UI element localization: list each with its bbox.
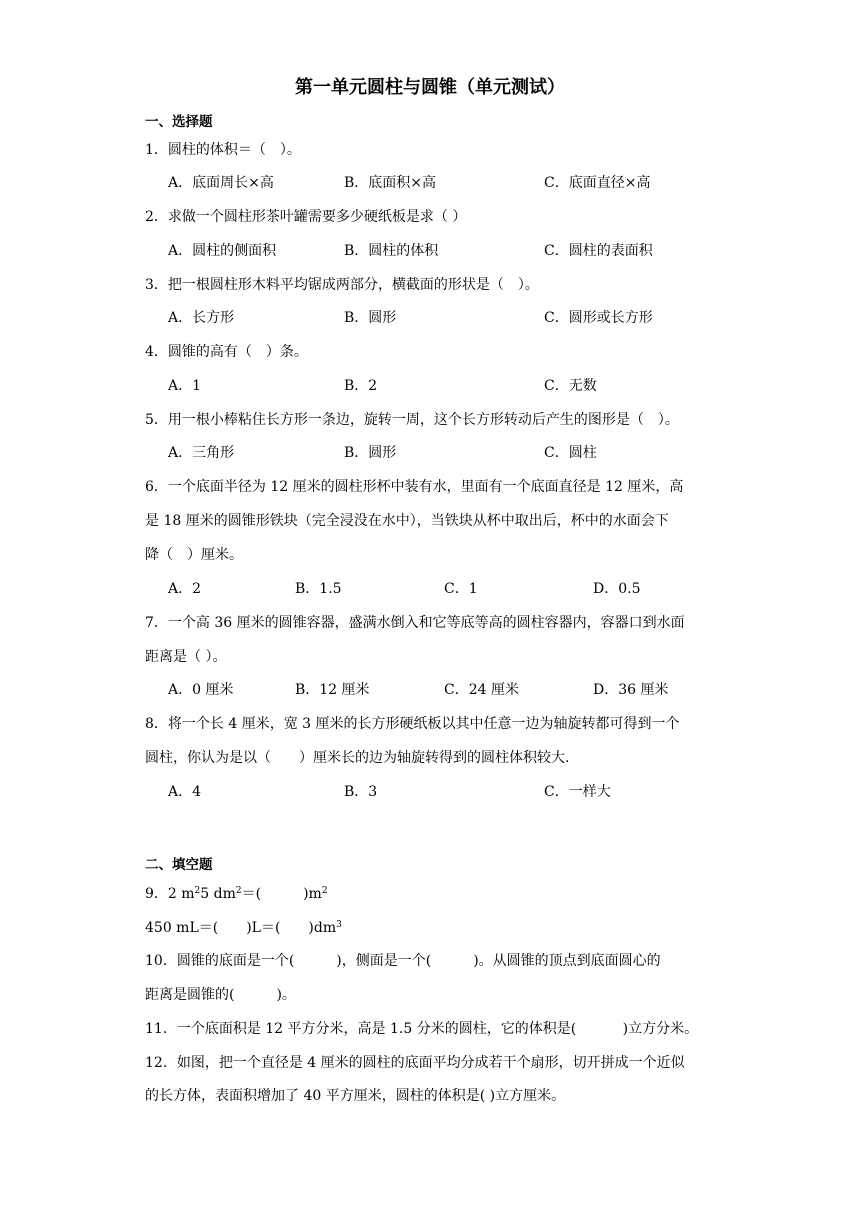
question-7-line-1: 7．一个高 36 厘米的圆锥容器，盛满水倒入和它等底等高的圆柱容器内，容器口到水面	[145, 615, 685, 631]
question-10-line-2: 距离是圆锥的( )。	[145, 987, 296, 1003]
option-a: A．2	[168, 581, 202, 597]
question-2-options	[168, 240, 728, 262]
option-d: D．36 厘米	[593, 682, 669, 698]
option-c: C．一样大	[544, 784, 611, 800]
question-8-options	[168, 781, 728, 803]
superscript: 2	[235, 886, 242, 896]
option-c: C．圆柱的表面积	[544, 243, 653, 259]
q9-part: 9．2 m	[145, 886, 195, 902]
question-9-line-2	[145, 917, 725, 939]
option-c: C．圆柱	[544, 445, 597, 461]
question-9-line-1	[145, 883, 725, 905]
option-b: B．圆形	[344, 445, 397, 461]
option-b: B．3	[344, 784, 378, 800]
question-5: 5．用一根小棒粘住长方形一条边，旋转一周，这个长方形转动后产生的图形是（ ）。	[145, 412, 679, 428]
option-b: B．1.5	[295, 581, 342, 597]
question-2: 2．求做一个圆柱形茶叶罐需要多少硬纸板是求（ ）	[145, 209, 467, 225]
question-12-line-1: 12．如图，把一个直径是 4 厘米的圆柱的底面平均分成若干个扇形，切开拼成一个近似	[145, 1055, 685, 1071]
option-c: C．无数	[544, 378, 597, 394]
question-5-options	[168, 442, 728, 464]
question-3: 3．把一根圆柱形木料平均锯成两部分，横截面的形状是（ ）。	[145, 277, 539, 293]
question-4-options	[168, 375, 728, 397]
option-a: A．4	[168, 784, 202, 800]
option-a: A．长方形	[168, 310, 235, 326]
question-4: 4．圆锥的高有（ ）条。	[145, 344, 308, 360]
question-1-options	[168, 172, 728, 194]
option-a: A．0 厘米	[168, 682, 234, 698]
option-a: A．圆柱的侧面积	[168, 243, 277, 259]
option-c: C．底面直径×高	[544, 175, 651, 191]
q9-part: 450 mL＝( )L＝( )dm	[145, 920, 337, 936]
question-1: 1．圆柱的体积＝（ ）。	[145, 142, 301, 158]
section-heading-fill-blank: 二、填空题	[145, 857, 213, 873]
option-b: B．圆形	[344, 310, 397, 326]
superscript: 3	[336, 920, 342, 930]
question-7-options	[168, 679, 728, 701]
question-12-line-2: 的长方体，表面积增加了 40 平方厘米，圆柱的体积是( )立方厘米。	[145, 1088, 566, 1104]
question-11: 11．一个底面积是 12 平方分米，高是 1.5 分米的圆柱，它的体积是( )立方分米。	[145, 1021, 699, 1037]
question-8-line-2: 圆柱，你认为是以（ ）厘米长的边为轴旋转得到的圆柱体积较大.	[145, 750, 570, 766]
question-6-line-2: 是 18 厘米的圆锥形铁块（完全浸没在水中），当铁块从杯中取出后，杯中的水面会下	[145, 513, 669, 529]
option-a: A．三角形	[168, 445, 235, 461]
question-6-line-3: 降（ ）厘米。	[145, 547, 243, 563]
option-c: C．1	[444, 581, 478, 597]
question-3-options	[168, 307, 728, 329]
q9-part: 5 dm	[200, 886, 236, 902]
option-d: D．0.5	[593, 581, 641, 597]
page-title: 第一单元圆柱与圆锥（单元测试）	[295, 77, 565, 98]
option-b: B．2	[344, 378, 378, 394]
option-b: B．圆柱的体积	[344, 243, 439, 259]
question-7-line-2: 距离是（ ）。	[145, 649, 227, 665]
option-a: A．1	[168, 378, 202, 394]
option-c: C．24 厘米	[444, 682, 519, 698]
option-b: B．底面积×高	[344, 175, 437, 191]
q9-part: ＝( )m	[241, 886, 322, 902]
question-8-line-1: 8．将一个长 4 厘米，宽 3 厘米的长方形硬纸板以其中任意一边为轴旋转都可得到一个	[145, 716, 680, 732]
superscript: 2	[194, 886, 201, 896]
question-6-options	[168, 578, 728, 600]
option-b: B．12 厘米	[295, 682, 370, 698]
option-a: A．底面周长×高	[168, 175, 274, 191]
superscript: 2	[321, 886, 328, 896]
section-heading-choice: 一、选择题	[145, 114, 213, 130]
question-6-line-1: 6．一个底面半径为 12 厘米的圆柱形杯中装有水，里面有一个底面直径是 12 厘米，高	[145, 479, 684, 495]
question-10-line-1: 10．圆锥的底面是一个( )，侧面是一个( )。从圆锥的顶点到底面圆心的	[145, 953, 661, 969]
option-c: C．圆形或长方形	[544, 310, 653, 326]
